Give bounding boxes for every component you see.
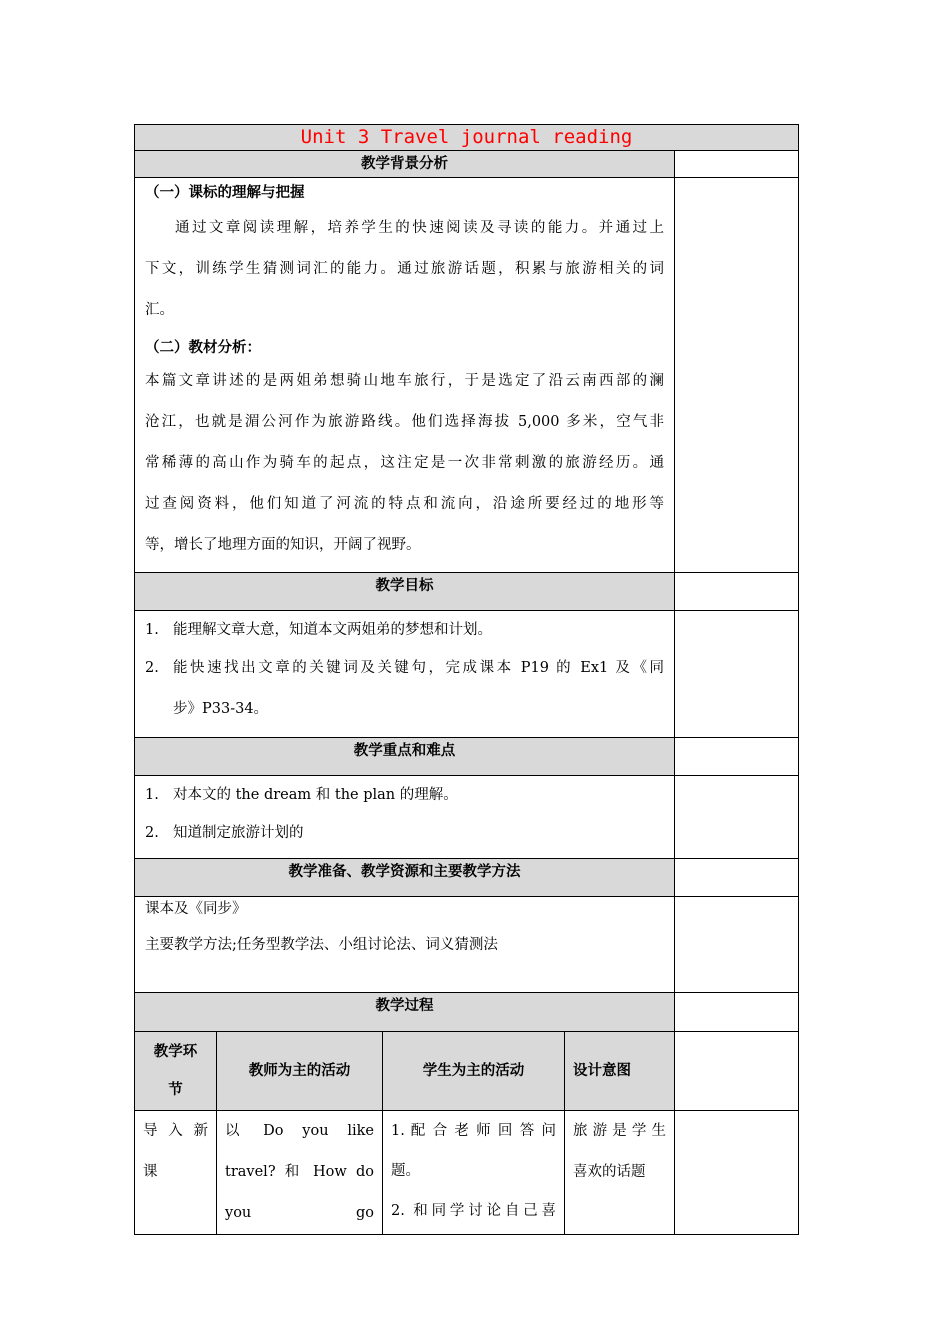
process-columns-row [135, 1032, 799, 1111]
part2-line: 本篇文章讲述的是两姐弟想骑山地车旅行，于是选定了沿云南西部的澜 [145, 373, 664, 389]
column-header-student: 学生为主的活动 [383, 1032, 565, 1111]
key-points-content-row [135, 776, 799, 859]
goal-item: 1. 能理解文章大意，知道本文两姐弟的梦想和计划。 [145, 622, 492, 638]
goals-header-row [135, 573, 799, 611]
side-cell [675, 897, 799, 993]
title-row [135, 125, 799, 151]
key-points-header: 教学重点和难点 [135, 738, 675, 776]
preparation-content-row [135, 897, 799, 993]
preparation-header: 教学准备、教学资源和主要教学方法 [135, 859, 675, 897]
side-cell [675, 738, 799, 776]
process-header-row [135, 993, 799, 1032]
side-cell [675, 993, 799, 1032]
key-point-item: 2. 知道制定旅游计划的 [145, 825, 304, 841]
side-cell [675, 859, 799, 897]
side-cell [675, 776, 799, 859]
part2-line: 沧江，也就是湄公河作为旅游路线。他们选择海拔 5,000 多米，空气非 [145, 414, 664, 430]
side-cell [675, 573, 799, 611]
background-header-row [135, 151, 799, 178]
key-point-item: 1. 对本文的 the dream 和 the plan 的理解。 [145, 787, 458, 803]
lesson-plan [134, 124, 798, 1235]
part1-title: （一）课标的理解与把握 [145, 185, 305, 201]
side-cell [675, 1111, 799, 1235]
preparation-line: 课本及《同步》 [145, 901, 247, 917]
column-header-stage: 教学环 节 [135, 1032, 217, 1111]
process-row-intro [135, 1111, 799, 1235]
goals-header: 教学目标 [135, 573, 675, 611]
side-cell [675, 178, 799, 573]
column-header-intent: 设计意图 [565, 1032, 675, 1111]
part1-line: 下文，训练学生猜测词汇的能力。通过旅游话题，积累与旅游相关的词 [145, 261, 664, 277]
part2-line: 过查阅资料，他们知道了河流的特点和流向，沿途所要经过的地形等 [145, 496, 664, 512]
side-cell [675, 1032, 799, 1111]
part1-line: 汇。 [145, 302, 174, 318]
background-header: 教学背景分析 [135, 151, 675, 178]
part1-line: 通过文章阅读理解，培养学生的快速阅读及寻读的能力。并通过上 [175, 220, 664, 236]
preparation-header-row [135, 859, 799, 897]
goals-content-row [135, 611, 799, 738]
part2-line: 常稀薄的高山作为骑车的起点，这注定是一次非常刺激的旅游经历。通 [145, 455, 664, 471]
goal-item: 2. 能快速找出文章的关键词及关键句，完成课本 P19 的 Ex1 及《同 步》P33-34。 [145, 660, 664, 717]
side-cell [675, 151, 799, 178]
document-title: Unit 3 Travel journal reading [135, 125, 799, 151]
preparation-line: 主要教学方法;任务型教学法、小组讨论法、词义猜测法 [145, 937, 498, 953]
key-points-header-row [135, 738, 799, 776]
side-cell [675, 611, 799, 738]
teacher-activity-cell: 以 Do you like travel? 和 How do you go [217, 1111, 383, 1235]
part2-line: 等，增长了地理方面的知识，开阔了视野。 [145, 537, 421, 553]
lesson-plan-table [134, 124, 799, 1235]
intent-cell: 旅 游 是 学 生 喜欢的话题 [565, 1111, 675, 1235]
stage-cell: 导 入 新 课 [135, 1111, 217, 1235]
part2-title: （二）教材分析： [145, 340, 261, 356]
process-header: 教学过程 [135, 993, 675, 1032]
column-header-teacher: 教师为主的活动 [217, 1032, 383, 1111]
student-activity-cell: 1. 配 合 老 师 回 答 问 题。 2. 和同学讨论自己喜 [383, 1111, 565, 1235]
background-content-row [135, 178, 799, 573]
